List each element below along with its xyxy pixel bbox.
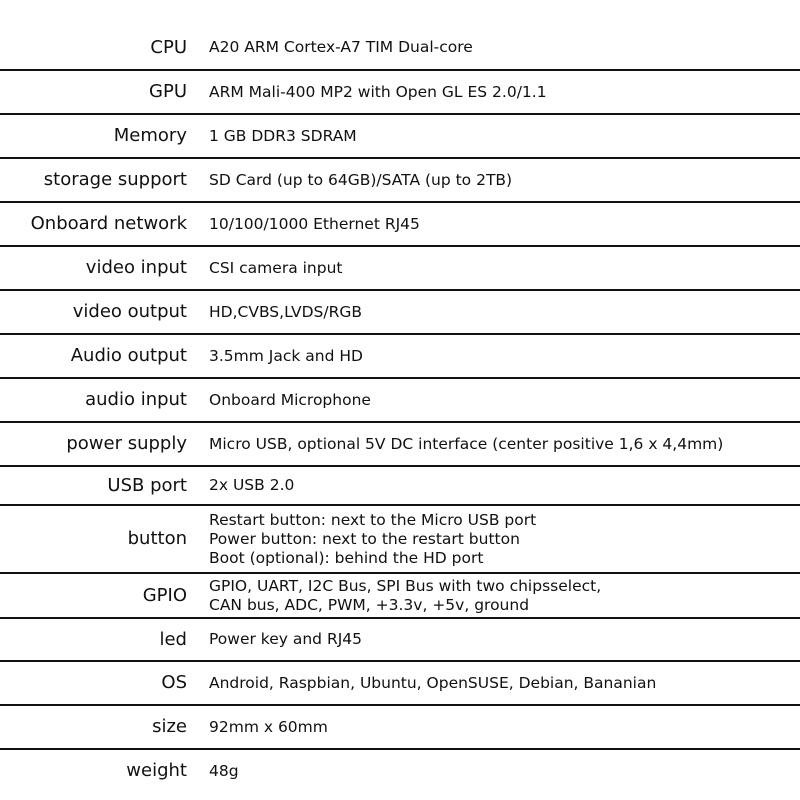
spec-value xyxy=(187,303,800,322)
spec-row-led xyxy=(0,619,800,662)
spec-value-line: Android, Raspbian, Ubuntu, OpenSUSE, Debian, Bananian xyxy=(209,673,657,692)
spec-label: OS xyxy=(161,672,187,693)
spec-label: size xyxy=(152,716,187,737)
spec-label: Audio output xyxy=(70,345,187,366)
spec-value xyxy=(187,215,800,234)
spec-value xyxy=(187,577,800,615)
spec-value-line: 2x USB 2.0 xyxy=(209,476,295,494)
spec-value xyxy=(187,511,800,568)
spec-value-line: HD,CVBS,LVDS/RGB xyxy=(209,302,363,321)
spec-label: Onboard network xyxy=(30,213,187,234)
spec-value-line: CSI camera input xyxy=(209,258,343,277)
spec-value-line: Micro USB, optional 5V DC interface (center positive 1,6 x 4,4mm) xyxy=(209,434,724,453)
spec-label: GPU xyxy=(149,81,187,102)
spec-value-line: Power key and RJ45 xyxy=(209,630,363,648)
spec-value xyxy=(187,718,800,737)
spec-value-line: 10/100/1000 Ethernet RJ45 xyxy=(209,214,420,233)
spec-row-memory xyxy=(0,115,800,159)
spec-label: video input xyxy=(85,257,187,278)
spec-value-line: GPIO, UART, I2C Bus, SPI Bus with two chipsselect, xyxy=(209,576,602,595)
spec-value-line: Boot (optional): behind the HD port xyxy=(209,548,484,567)
spec-value xyxy=(187,674,800,693)
spec-value xyxy=(187,38,800,57)
spec-value-line: Onboard Microphone xyxy=(209,390,371,409)
spec-row-gpio xyxy=(0,574,800,619)
spec-value-line: Power button: next to the restart button xyxy=(209,529,520,548)
spec-label: power supply xyxy=(66,433,187,454)
spec-row-video-input xyxy=(0,247,800,291)
spec-value-line: ARM Mali-400 MP2 with Open GL ES 2.0/1.1 xyxy=(209,82,547,101)
spec-row-size xyxy=(0,706,800,750)
spec-row-button xyxy=(0,506,800,574)
spec-label: video output xyxy=(72,301,187,322)
spec-value xyxy=(187,171,800,190)
spec-value-line: 1 GB DDR3 SDRAM xyxy=(209,126,357,145)
spec-value xyxy=(187,259,800,278)
spec-row-onboard-network xyxy=(0,203,800,247)
spec-label: CPU xyxy=(150,36,187,58)
spec-row-gpu xyxy=(0,71,800,115)
spec-value-line: A20 ARM Cortex-A7 TIM Dual-core xyxy=(209,38,473,56)
spec-label: weight xyxy=(126,760,187,781)
spec-value xyxy=(187,762,800,781)
spec-value-line: SD Card (up to 64GB)/SATA (up to 2TB) xyxy=(209,170,513,189)
spec-label: button xyxy=(127,528,187,549)
spec-row-audio-output xyxy=(0,335,800,379)
spec-table xyxy=(0,26,800,792)
spec-label: Memory xyxy=(113,125,187,146)
spec-row-cpu xyxy=(0,26,800,71)
spec-value-line: 48g xyxy=(209,761,239,780)
spec-row-usb-port xyxy=(0,467,800,506)
spec-value xyxy=(187,83,800,102)
spec-value-line: 92mm x 60mm xyxy=(209,717,328,736)
spec-row-os xyxy=(0,662,800,706)
spec-row-weight xyxy=(0,750,800,792)
spec-value xyxy=(187,435,800,454)
spec-label: USB port xyxy=(107,474,187,496)
spec-value-line: Restart button: next to the Micro USB port xyxy=(209,510,537,529)
spec-value xyxy=(187,630,800,649)
spec-row-video-output xyxy=(0,291,800,335)
spec-row-audio-input xyxy=(0,379,800,423)
spec-label: audio input xyxy=(85,389,187,410)
spec-value-line: CAN bus, ADC, PWM, +3.3v, +5v, ground xyxy=(209,595,530,614)
spec-value-line: 3.5mm Jack and HD xyxy=(209,346,363,365)
spec-label: led xyxy=(159,628,187,650)
spec-label: GPIO xyxy=(142,584,187,606)
spec-value xyxy=(187,476,800,495)
spec-value xyxy=(187,347,800,366)
spec-label: storage support xyxy=(43,169,187,190)
spec-row-power-supply xyxy=(0,423,800,467)
spec-row-storage-support xyxy=(0,159,800,203)
spec-value xyxy=(187,391,800,410)
spec-value xyxy=(187,127,800,146)
